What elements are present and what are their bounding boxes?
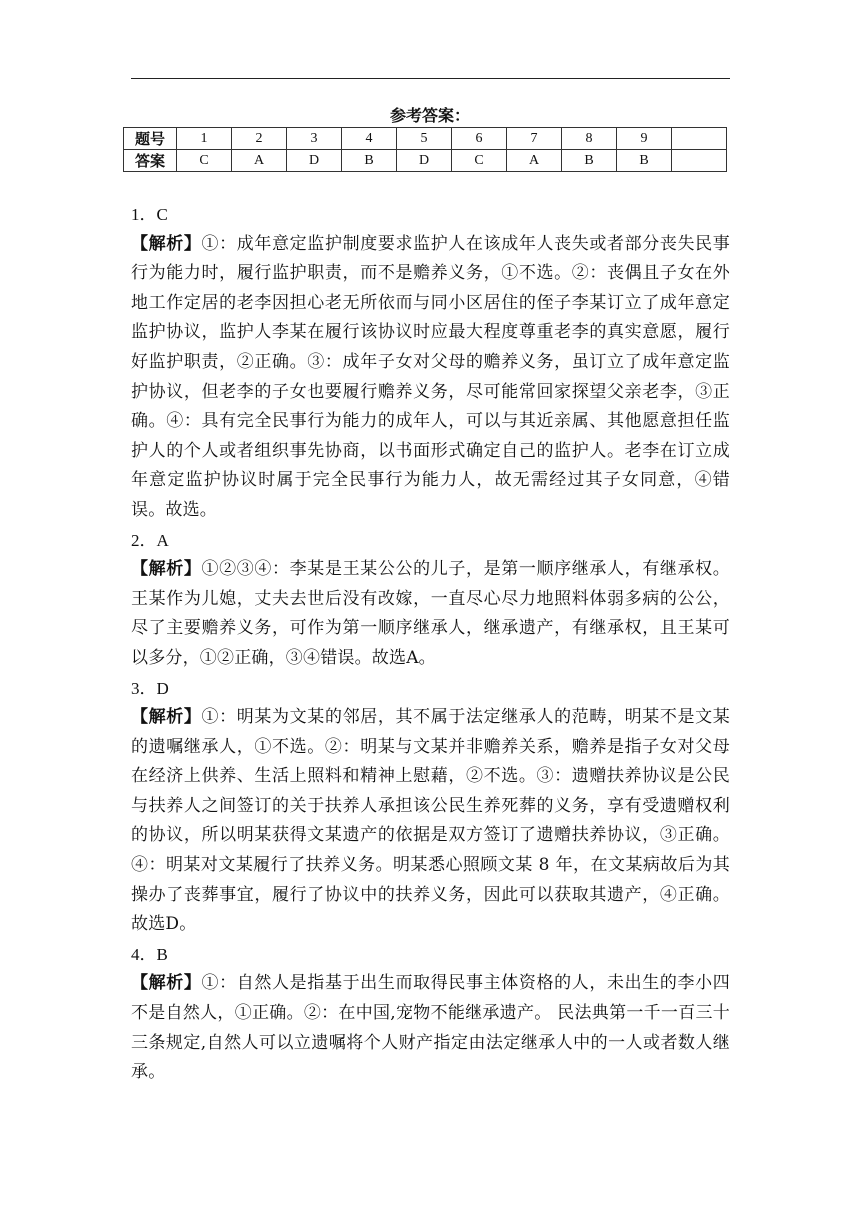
item-explanation — [131, 703, 730, 940]
explanation-text: ①：明某为文某的邻居，其不属于法定继承人的范畴，明某不是文某的遗嘱继承人，①不选。②：明某与文某并非赡养关系，赡养是指子女对父母在经济上供养、生活上照料和精神上慰藉，②不选。③：遗赠扶养协议是公民与扶养人之间签订的关于扶养人承担该公民生养死葬的义务，享有受遗赠权利的协议，所以明某获得文某遗产的依据是双方签订了遗赠扶养协议，③正确。④：明某对文某履行了扶养义务。明某悉心照顾文某 8 年，在文某病故后为其操办了丧葬事宜，履行了协议中的扶养义务，因此可以获取其遗产，④正确。故选D。 — [131, 707, 730, 935]
question-number-cell: 1 — [177, 128, 232, 150]
answer-cell: A — [507, 150, 562, 172]
answer-cell: D — [287, 150, 342, 172]
answer-cell: D — [397, 150, 452, 172]
question-number-cell: 3 — [287, 128, 342, 150]
item-explanation — [131, 969, 730, 1087]
question-number-cell: 5 — [397, 128, 452, 150]
list-item — [131, 200, 730, 526]
answer-cell: B — [342, 150, 397, 172]
analysis-tag: 【解析】 — [131, 559, 202, 580]
item-explanation — [131, 555, 730, 673]
explanation-text: ①：自然人是指基于出生而取得民事主体资格的人，未出生的李小四不是自然人，①正确。②：在中国,宠物不能继承遗产。 民法典第一千一百三十三条规定,自然人可以立遗嘱将个人财产指定由法定继承人中的一人或者数人继承。 — [131, 973, 730, 1083]
question-number-cell — [672, 128, 727, 150]
answer-cell: B — [617, 150, 672, 172]
row-label-answer: 答案 — [124, 150, 177, 172]
row-label-question-number: 题号 — [124, 128, 177, 150]
table-row — [124, 150, 727, 172]
item-number: 3．D — [131, 678, 169, 698]
question-number-cell: 8 — [562, 128, 617, 150]
item-number: 4．B — [131, 944, 168, 964]
question-number-cell: 9 — [617, 128, 672, 150]
answer-table — [123, 127, 727, 172]
answer-cell: B — [562, 150, 617, 172]
answer-cell: C — [177, 150, 232, 172]
answer-cell — [672, 150, 727, 172]
question-number-cell: 7 — [507, 128, 562, 150]
item-number: 2．A — [131, 530, 169, 550]
analysis-tag: 【解析】 — [131, 233, 202, 254]
answer-cell: A — [232, 150, 287, 172]
explanation-text: ①②③④：李某是王某公公的儿子，是第一顺序继承人，有继承权。王某作为儿媳，丈夫去世后没有改嫁，一直尽心尽力地照料体弱多病的公公，尽了主要赡养义务，可作为第一顺序继承人，继承遗产，有继承权，且王某可以多分，①②正确，③④错误。故选A。 — [131, 559, 730, 668]
answer-title: 参考答案： — [389, 106, 470, 125]
explanations — [131, 200, 730, 1088]
list-item — [131, 940, 730, 1088]
table-row — [124, 128, 727, 150]
question-number-cell: 4 — [342, 128, 397, 150]
analysis-tag: 【解析】 — [131, 973, 202, 994]
analysis-tag: 【解析】 — [131, 707, 202, 728]
item-explanation — [131, 230, 730, 526]
explanation-text: ①：成年意定监护制度要求监护人在该成年人丧失或者部分丧失民事行为能力时，履行监护职责，而不是赡养义务，①不选。②：丧偶且子女在外地工作定居的老李因担心老无所依而与同小区居住的侄子李某订立了成年意定监护协议，监护人李某在履行该协议时应最大程度尊重老李的真实意愿，履行好监护职责，②正确。③：成年子女对父母的赡养义务，虽订立了成年意定监护协议，但老李的子女也要履行赡养义务，尽可能常回家探望父亲老李，③正确。④：具有完全民事行为能力的成年人，可以与其近亲属、其他愿意担任监护人的个人或者组织事先协商，以书面形式确定自己的监护人。老李在订立成年意定监护协议时属于完全民事行为能力人，故无需经过其子女同意，④错误。故选。 — [131, 233, 730, 520]
item-number: 1．C — [131, 205, 168, 224]
header-rule — [131, 78, 730, 79]
list-item — [131, 526, 730, 674]
question-number-cell: 2 — [232, 128, 287, 150]
question-number-cell: 6 — [452, 128, 507, 150]
answer-cell: C — [452, 150, 507, 172]
list-item — [131, 674, 730, 940]
